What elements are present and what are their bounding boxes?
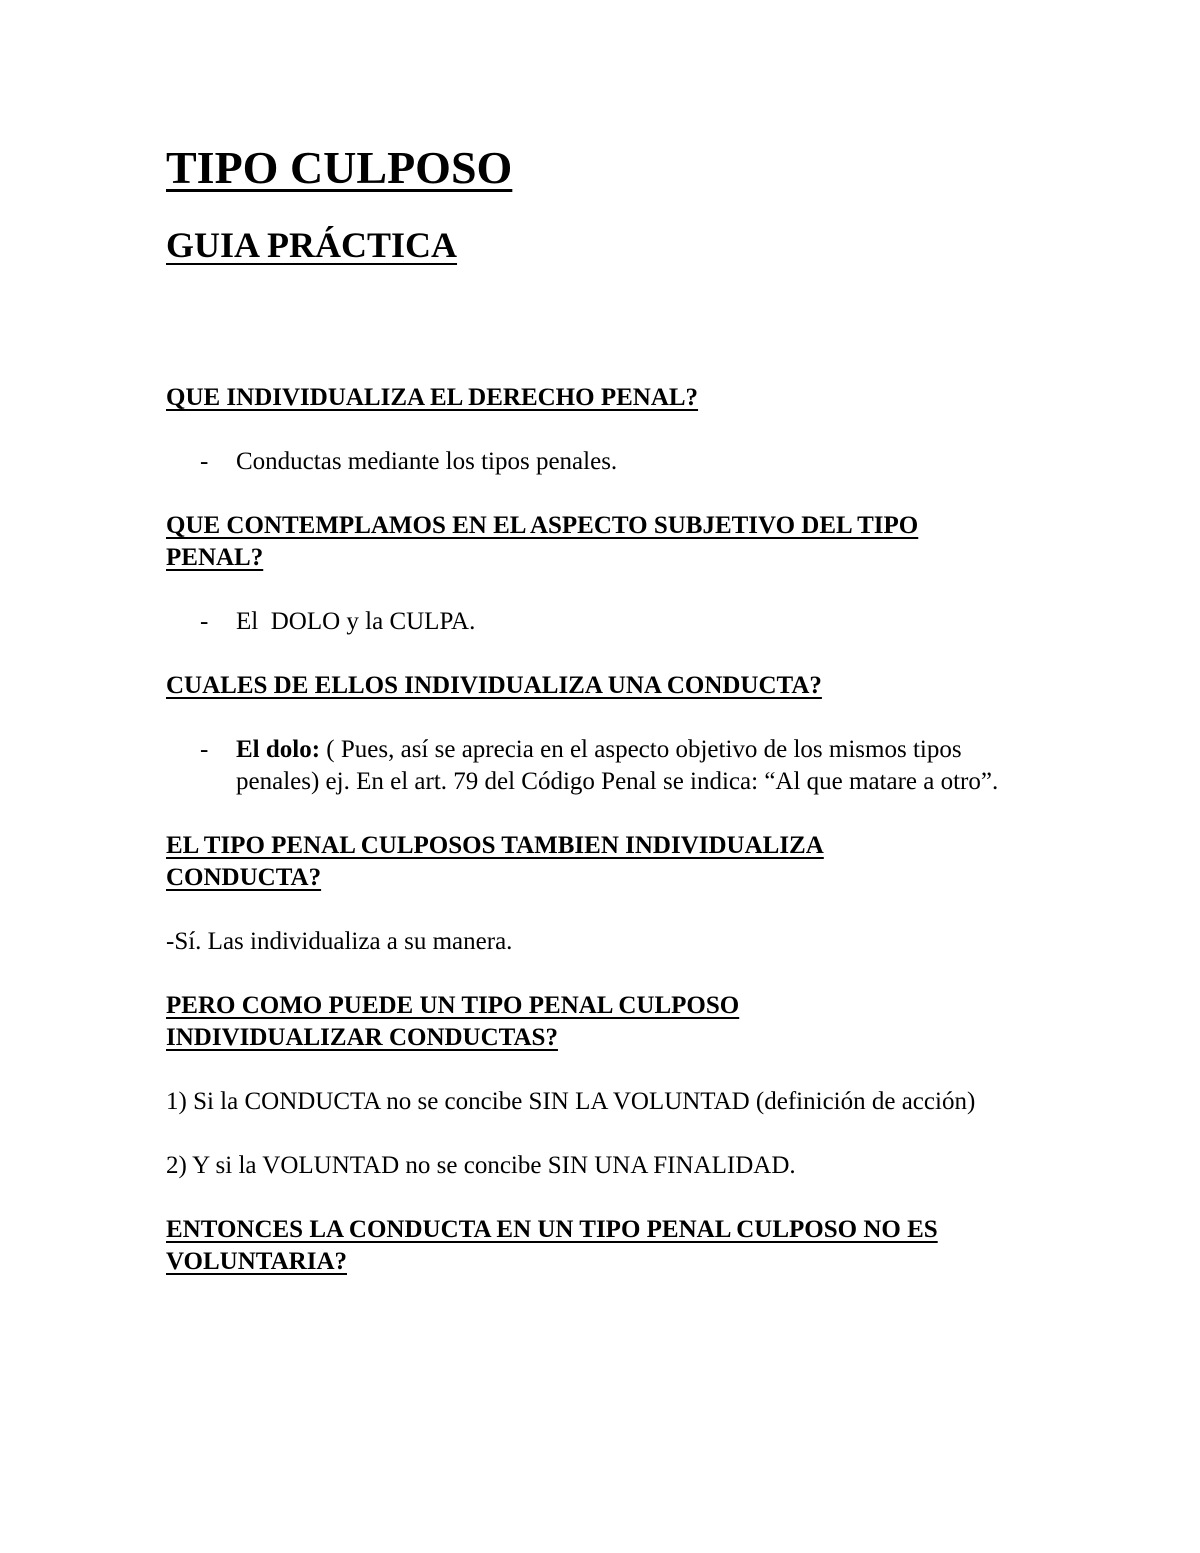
- answer-2: [166, 606, 1026, 638]
- answer-3-rest: ( Pues, así se aprecia en el aspecto objetivo de los mismos tipos penales) ej. En el art. 79 del Código Penal se indica: “Al que matare a otro”.: [236, 736, 999, 795]
- question-2: QUE CONTEMPLAMOS EN EL ASPECTO SUBJETIVO DEL TIPO PENAL?: [166, 512, 919, 571]
- question-1: QUE INDIVIDUALIZA EL DERECHO PENAL?: [166, 384, 699, 411]
- document-subtitle: GUIA PRÁCTICA: [166, 225, 458, 265]
- answer-2-text: El DOLO y la CULPA.: [236, 608, 476, 635]
- answer-5-point-2: 2) Y si la VOLUNTAD no se concibe SIN UNA FINALIDAD.: [166, 1152, 796, 1179]
- answer-1: [166, 446, 1026, 478]
- answer-1-text: Conductas mediante los tipos penales.: [236, 448, 618, 475]
- question-5: PERO COMO PUEDE UN TIPO PENAL CULPOSO INDIVIDUALIZAR CONDUCTAS?: [166, 992, 740, 1051]
- answer-3: [166, 734, 1026, 798]
- answer-5-point-1: 1) Si la CONDUCTA no se concibe SIN LA VOLUNTAD (definición de acción): [166, 1088, 976, 1115]
- bullet-dash: -: [200, 608, 209, 635]
- answer-4: -Sí. Las individualiza a su manera.: [166, 928, 513, 955]
- question-6: ENTONCES LA CONDUCTA EN UN TIPO PENAL CULPOSO NO ES VOLUNTARIA?: [166, 1216, 938, 1275]
- bullet-dash: -: [200, 448, 209, 475]
- question-4: EL TIPO PENAL CULPOSOS TAMBIEN INDIVIDUALIZA CONDUCTA?: [166, 832, 824, 891]
- document-page: [166, 140, 1026, 1278]
- bullet-dash: -: [200, 736, 209, 763]
- answer-3-bold: El dolo:: [236, 736, 321, 763]
- document-title: TIPO CULPOSO: [166, 142, 513, 193]
- answer-3-text: [236, 734, 1026, 798]
- question-3: CUALES DE ELLOS INDIVIDUALIZA UNA CONDUCTA?: [166, 672, 822, 699]
